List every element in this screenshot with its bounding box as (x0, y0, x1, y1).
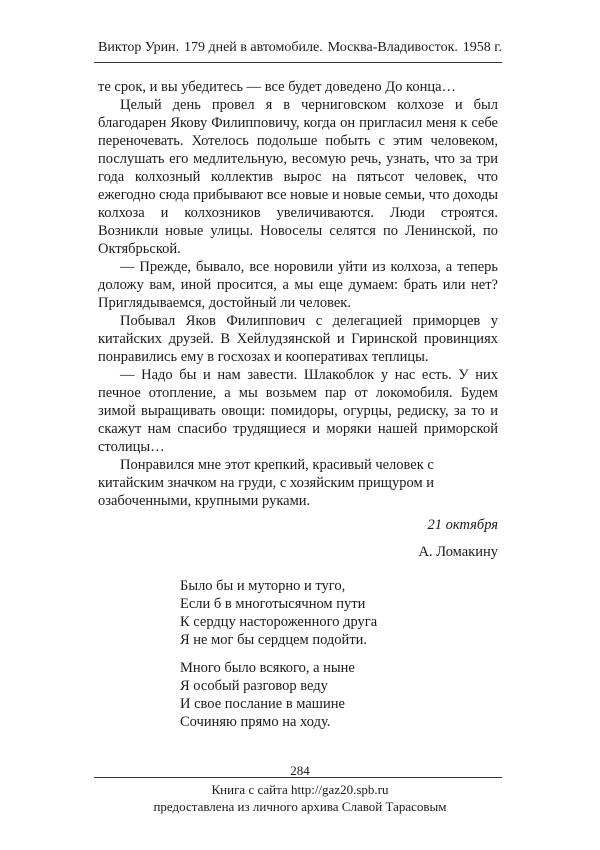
poem-line: И свое послание в машине (180, 696, 345, 712)
poem (180, 577, 498, 731)
paragraph-dialogue: — Прежде, бывало, все норовили уйти из колхоза, а теперь доложу вам, иной просится, а мы еще думаем: брать или нет? Приглядываемся, достойный ли человек. (98, 259, 498, 311)
paragraph-dialogue: — Надо бы и нам завести. Шлакоблок у нас есть. У них печное отопление, а мы возьмем пар от локомобиля. Будем зимой выращивать овощи: помидоры, огурцы, редиску, за то и скажут нам спасибо трудящиеся и моряки нашей приморской столицы… (98, 367, 498, 455)
paragraph: Целый день провел я в черниговском колхозе и был благодарен Якову Филипповичу, когда он пригласил меня к себе переночевать. Хотелось подольше побыть с этим человеком, послушать его медлительную, весомую речь, узнать, что за три года колхозный коллектив вырос на пятьсот человек, что ежегодно сюда прибывают все новые и новые семьи, что доходы колхоза и колхозников увеличиваются. Люди строятся. Возникли новые улицы. Новоселы селятся по Ленинской, по Октябрьской. (98, 97, 498, 257)
poem-line: Было бы и муторно и туго, (180, 578, 346, 594)
header-year: 1958 г. (462, 40, 502, 55)
paragraph-continuation: те срок, и вы убедитесь — все будет доведено До конца… (98, 79, 457, 95)
poem-stanza (180, 577, 498, 649)
paragraph: Понравился мне этот крепкий, красивый человек с китайским значком на груди, с хозяйским прищуром и озабоченными, крупными руками. (98, 457, 434, 509)
header-title: 179 дней в автомобиле. (183, 40, 323, 55)
page-number: 284 (290, 763, 310, 778)
header-divider (94, 62, 502, 63)
poem-line: Если б в многотысячном пути (180, 596, 366, 612)
footer (0, 781, 600, 815)
header-author: Виктор Урин. (98, 40, 180, 55)
poem-dedication: А. Ломакину (418, 544, 498, 560)
running-header (98, 40, 502, 56)
header-route: Москва-Владивосток. (327, 40, 458, 55)
poem-line: Я особый разговор веду (180, 678, 328, 694)
page-body (98, 78, 498, 741)
entry-date: 21 октября (427, 517, 498, 533)
poem-stanza (180, 659, 498, 731)
footer-source: Книга с сайта http://gaz20.spb.ru (211, 782, 389, 797)
poem-line: Я не мог бы сердцем подойти. (180, 632, 368, 648)
footer-divider (94, 777, 502, 778)
poem-line: Сочиняю прямо на ходу. (180, 714, 331, 730)
poem-line: Много было всякого, а ныне (180, 660, 355, 676)
poem-line: К сердцу настороженного друга (180, 614, 378, 630)
paragraph: Побывал Яков Филиппович с делегацией приморцев у китайских друзей. В Хейлудзянской и Гиринской провинциях понравились ему в госхозах и кооперативах теплицы. (98, 313, 498, 365)
footer-credit: предоставлена из личного архива Славой Тарасовым (153, 799, 447, 814)
